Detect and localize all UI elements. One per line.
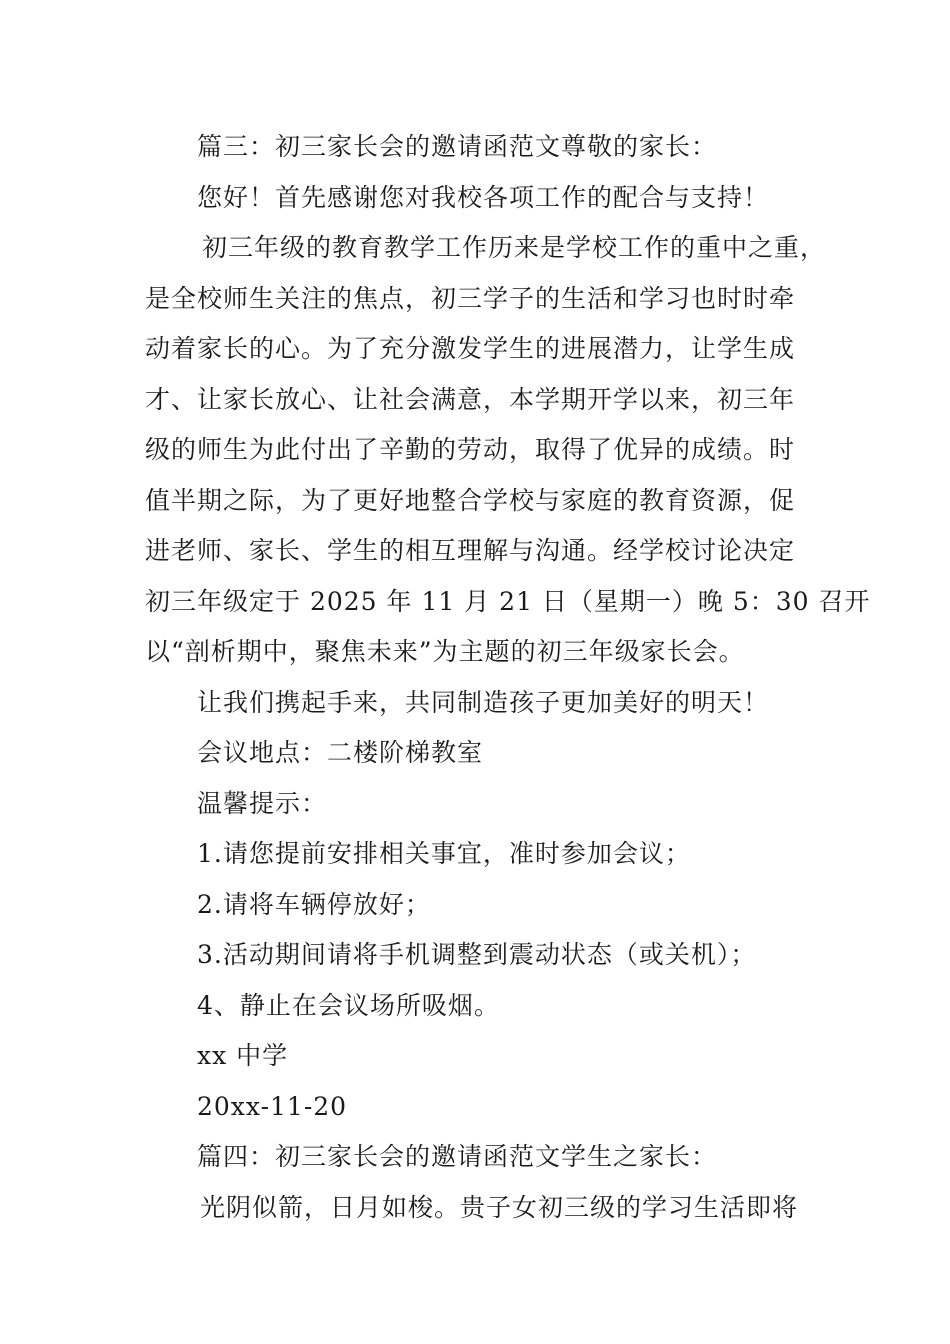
- signature-school: xx 中学: [197, 1041, 289, 1070]
- body-paragraph-line: 初三年级的教育教学工作历来是学校工作的重中之重，: [202, 233, 827, 262]
- body-paragraph-line: 光阴似箭，日月如梭。贵子女初三级的学习生活即将: [200, 1192, 799, 1222]
- body-paragraph-line: 动着家长的心。为了充分激发学生的进展潜力，让学生成: [145, 334, 796, 363]
- body-paragraph-line: 值半期之际，为了更好地整合学校与家庭的教育资源，促: [145, 485, 796, 515]
- body-paragraph-line: 以“剖析期中，聚焦未来”为主题的初三年级家长会。: [145, 637, 745, 666]
- tip-item: 1.请您提前安排相关事宜，准时参加会议；: [197, 839, 691, 868]
- tip-item: 2.请将车辆停放好；: [197, 889, 431, 919]
- section-heading-4: 篇四：初三家长会的邀请函范文学生之家长：: [197, 1142, 718, 1171]
- signature-date: 20xx-11-20: [197, 1091, 348, 1121]
- tip-item: 4、静止在会议场所吸烟。: [197, 990, 500, 1020]
- body-paragraph-line: 才、让家长放心、让社会满意，本学期开学以来，初三年: [145, 384, 796, 414]
- body-paragraph-line: 是全校师生关注的焦点，初三学子的生活和学习也时时牵: [145, 283, 796, 313]
- body-paragraph-line: 级的师生为此付出了辛勤的劳动，取得了优异的成绩。时: [145, 435, 796, 464]
- section-heading-3: 篇三：初三家长会的邀请函范文尊敬的家长：: [197, 132, 718, 161]
- tips-heading: 温馨提示：: [197, 788, 328, 818]
- tip-item: 3.活动期间请将手机调整到震动状态（或关机）；: [197, 940, 757, 969]
- greeting-line: 您好！首先感谢您对我校各项工作的配合与支持！: [197, 182, 770, 212]
- body-paragraph-line: 进老师、家长、学生的相互理解与沟通。经学校讨论决定: [145, 536, 796, 565]
- document-body: [145, 122, 871, 1233]
- closing-line: 让我们携起手来，共同制造孩子更加美好的明天！: [197, 687, 770, 717]
- meeting-location: 会议地点：二楼阶梯教室: [197, 738, 484, 767]
- body-paragraph-line: 初三年级定于 2025 年 11 月 21 日（星期一）晚 5：30 召开: [145, 586, 871, 616]
